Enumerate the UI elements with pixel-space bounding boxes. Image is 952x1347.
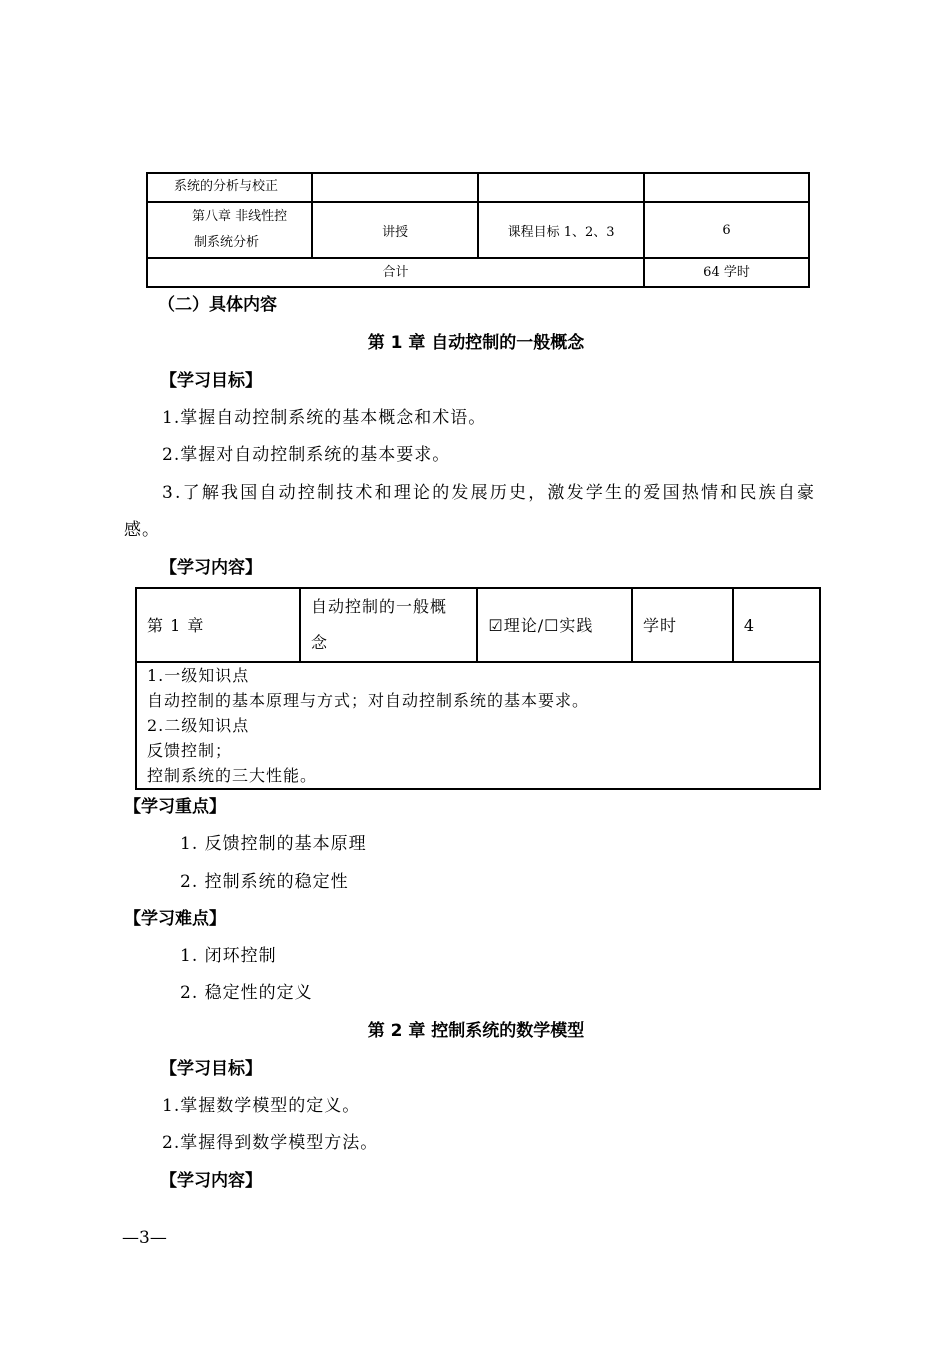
- page-number: —3—: [122, 1228, 167, 1248]
- knowledge-line: 反馈控制；: [147, 741, 233, 760]
- table-cell: [312, 173, 478, 202]
- knowledge-cell: [136, 662, 820, 789]
- content-table: [135, 587, 821, 790]
- content-heading: 【学习内容】: [160, 1171, 262, 1191]
- section-heading: （二）具体内容: [158, 295, 277, 315]
- total-value: 64 学时: [644, 258, 809, 287]
- goals-heading: 【学习目标】: [160, 371, 262, 391]
- name-cell: [300, 588, 477, 662]
- chapter-title: 第 1 章 自动控制的一般概念: [367, 333, 585, 353]
- name-line: 念: [310, 633, 328, 652]
- cell-text: 系统的分析与校正: [174, 179, 279, 194]
- table-cell: 6: [644, 202, 809, 258]
- table-row: [136, 662, 820, 789]
- key-heading: 【学习重点】: [124, 797, 226, 817]
- chapter-cell: 第 1 章: [136, 588, 300, 662]
- table-row: [147, 258, 809, 287]
- knowledge-line: 控制系统的三大性能。: [147, 766, 318, 785]
- difficult-point: 2. 稳定性的定义: [180, 983, 313, 1003]
- goal-item: 3.了解我国自动控制技术和理论的发展历史，激发学生的爱国热情和民族自豪: [162, 483, 817, 503]
- table-cell: [644, 173, 809, 202]
- key-point: 1. 反馈控制的基本原理: [180, 834, 367, 854]
- goal-item: 2.掌握得到数学模型方法。: [162, 1133, 379, 1153]
- key-point: 2. 控制系统的稳定性: [180, 872, 349, 892]
- table-row: [147, 202, 809, 258]
- knowledge-line: 1.一级知识点: [147, 666, 250, 685]
- table-cell: [147, 173, 312, 202]
- schedule-table: [146, 172, 810, 288]
- goal-item: 2.掌握对自动控制系统的基本要求。: [162, 445, 451, 465]
- knowledge-line: 2.二级知识点: [147, 716, 250, 735]
- total-label: 合计: [147, 258, 644, 287]
- table-cell: [478, 173, 644, 202]
- cell-text: 制系统分析: [194, 235, 260, 250]
- hours-label-cell: 学时: [632, 588, 733, 662]
- table-cell: [147, 202, 312, 258]
- difficult-point: 1. 闭环控制: [180, 946, 277, 966]
- goal-item: 1.掌握自动控制系统的基本概念和术语。: [162, 408, 487, 428]
- name-line: 自动控制的一般概: [310, 597, 447, 616]
- hours-cell: 4: [733, 588, 820, 662]
- table-row: [147, 173, 809, 202]
- goals-heading: 【学习目标】: [160, 1059, 262, 1079]
- goal-item: 1.掌握数学模型的定义。: [162, 1096, 361, 1116]
- chapter-title: 第 2 章 控制系统的数学模型: [367, 1021, 585, 1041]
- table-cell: 课程目标 1、2、3: [478, 202, 644, 258]
- goal-item-wrap: 感。: [124, 520, 160, 540]
- type-cell: ☑理论/☐实践: [477, 588, 632, 662]
- content-heading: 【学习内容】: [160, 558, 262, 578]
- table-cell: 讲授: [312, 202, 478, 258]
- cell-text: 第八章 非线性控: [192, 209, 288, 224]
- knowledge-line: 自动控制的基本原理与方式；对自动控制系统的基本要求。: [147, 691, 590, 710]
- table-row: [136, 588, 820, 662]
- difficult-heading: 【学习难点】: [124, 909, 226, 929]
